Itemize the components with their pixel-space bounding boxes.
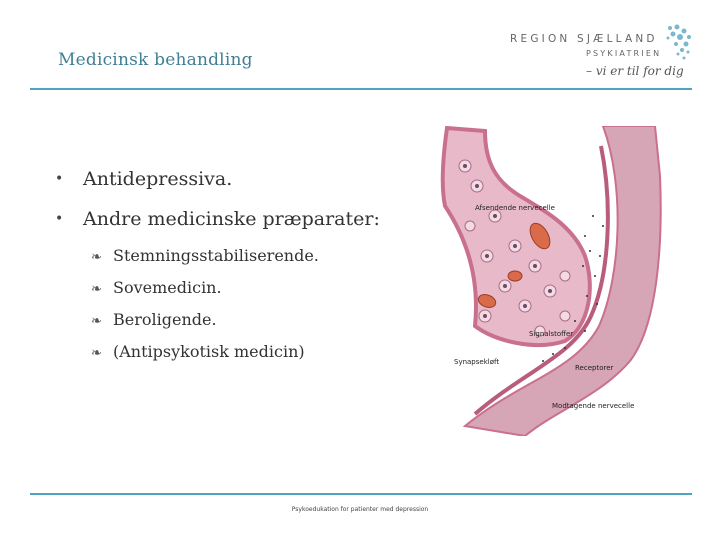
subbullet-text: Stemningsstabiliserende. <box>113 246 319 265</box>
subbullet-item <box>91 246 319 265</box>
subbullet-marker-icon: ❧ <box>91 250 102 265</box>
label-presynaptic: Afsendende nervecelle <box>475 204 555 212</box>
subbullet-text: (Antipsykotisk medicin) <box>113 342 305 361</box>
subbullet-text: Beroligende. <box>113 310 217 329</box>
logo-slogan: – vi er til for dig <box>586 64 684 78</box>
synapse-diagram <box>425 126 665 436</box>
subbullet-marker-icon: ❧ <box>91 346 102 361</box>
subbullet-item <box>91 278 222 297</box>
footer-rule <box>30 493 692 495</box>
subbullet-marker-icon: ❧ <box>91 314 102 329</box>
label-receptors: Receptorer <box>575 364 614 372</box>
bullet-dot-icon: • <box>55 171 64 187</box>
label-signal: Signalstoffer <box>529 330 574 338</box>
subbullet-item <box>91 342 305 361</box>
subbullet-text: Sovemedicin. <box>113 278 222 297</box>
header-rule <box>30 88 692 90</box>
subbullet-marker-icon: ❧ <box>91 282 102 297</box>
bullet-text: Antidepressiva. <box>83 168 233 190</box>
bullet-dot-icon: • <box>55 211 64 227</box>
logo-name: REGION SJÆLLAND <box>510 33 658 45</box>
label-postsynaptic: Modtagende nervecelle <box>552 402 635 410</box>
label-cleft: Synapsekløft <box>454 358 500 366</box>
bullet-item <box>55 168 232 190</box>
synapse-illustration <box>425 126 665 436</box>
slide-title: Medicinsk behandling <box>58 50 253 70</box>
logo-sub: PSYKIATRIEN <box>586 49 662 58</box>
bullet-item <box>55 208 380 230</box>
bullet-text: Andre medicinske præparater: <box>83 208 380 230</box>
footer-text: Psykoedukation for patienter med depression <box>291 506 429 513</box>
subbullet-item <box>91 310 217 329</box>
logo <box>500 22 700 90</box>
logo-dots-icon <box>664 24 694 70</box>
